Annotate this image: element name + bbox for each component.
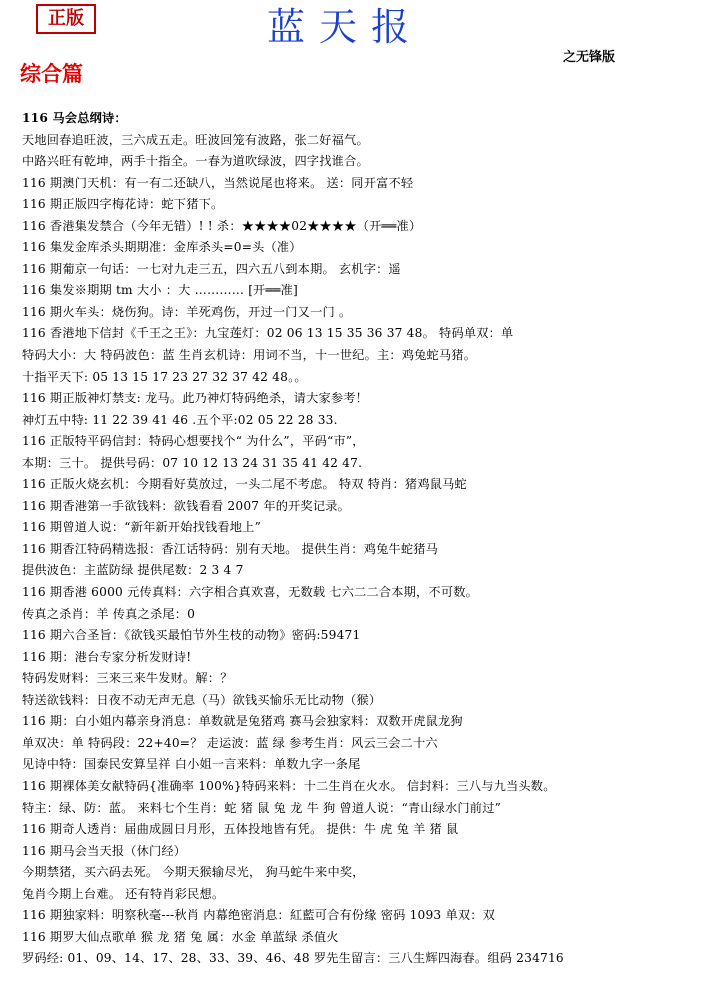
content-line: 特送欲钱料：日夜不动无声无息（马）欲钱买愉乐无比动物（猴）: [22, 692, 382, 707]
content-line: 116 期独家料：明察秋毫---秋肖 内幕绝密消息：紅藍可合有份缘 密码 1093 单双：双: [22, 908, 496, 923]
content-line: 116 期澳门天机：有一有二还缺八，当然说尾也将来。 送：同开富不轻: [22, 175, 414, 190]
content-line: 116 期六合圣旨：《欲钱买最怕节外生枝的动物》密码:59471: [22, 628, 361, 643]
content-line: 116 期曾道人说：“新年新开始找钱看地上”: [22, 520, 261, 535]
content-lines: [22, 108, 717, 970]
authentic-badge: 正版: [36, 4, 96, 34]
content-line: 今期禁猪，买六码去死。 今期天猴输尽光， 狗马蛇牛来中奖，: [22, 865, 365, 880]
content-line: 提供波色：主蓝防绿 提供尾数：2 3 4 7: [22, 563, 244, 578]
content-line: 罗码经: 01、09、14、17、28、33、39、46、48 罗先生留言：三八生辉四海春。组码 234716: [22, 951, 564, 966]
newspaper-title: 蓝天报: [266, 5, 423, 49]
content-line: 116 期正版四字梅花诗：蛇下猪下。: [22, 197, 224, 212]
content-line: 见诗中特：国泰民安算呈祥 白小姐一言来料：单数九字一条尾: [22, 757, 361, 772]
content-line: 116 期马会当天报（休门经）: [22, 843, 187, 858]
content-line: 116 香港集发禁合（今年无错）! ! 杀：★★★★02★★★★（开══准）: [22, 218, 422, 233]
content-line: 特码大小：大 特码波色：蓝 生肖玄机诗：用词不当，十一世纪。主：鸡兔蛇马猪。: [22, 348, 477, 363]
content-line: 116 期奇人透肖：届曲成圆日月形，五体投地皆有凭。 提供：牛 虎 兔 羊 猪 鼠: [22, 822, 459, 837]
content-line: 神灯五中特: 11 22 39 41 46 .五个平:02 05 22 28 33.: [22, 412, 338, 427]
content-line: 特码发财料：三来三来牛发财。解：？: [22, 671, 233, 686]
content-line: 中路兴旺有乾坤，两手十指全。一春为道吹绿波，四字找谁合。: [22, 154, 369, 169]
content-line: 116 期罗大仙点歌单 猴 龙 猪 兔 属：水金 单蓝绿 杀值火: [22, 929, 339, 944]
content-line: 116 期香港 6000 元传真料：六字相合真欢喜，无数载 七六二二合本期，不可数。: [22, 585, 478, 600]
content-line: 116 期火车头：烧伤狗。诗：羊死鸡伤，开过一门又一门 。: [22, 304, 352, 319]
content-line: 传真之杀肖：羊 传真之杀尾：0: [22, 606, 196, 621]
content-line: 116 期正版神灯禁支: 龙马。此乃神灯特码绝杀，请大家参考！: [22, 391, 369, 406]
content-line: 特主：绿、防：蓝。 来料七个生肖：蛇 猪 鼠 兔 龙 牛 狗 曾道人说：“青山绿水门前过”: [22, 800, 502, 815]
content-line: 116 马会总纲诗：: [22, 111, 127, 125]
content-line: 116 期裸体美女献特码{准确率 100%}特码来料：十二生肖在火水。 信封料：三八与九当头数。: [22, 778, 556, 793]
content-line: 116 集发※期期 tm 大小 ：大 ………… [开══准]: [22, 283, 298, 298]
content-line: 116 正版火烧玄机：今期看好莫放过，一头二尾不考虑。 特双 特肖：猪鸡鼠马蛇: [22, 477, 467, 492]
content-line: 兔肖今期上台难。 还有特肖彩民想。: [22, 886, 225, 901]
content-line: 116 期香江特码精选报：香江话特码：别有天地。 提供生肖：鸡兔牛蛇猪马: [22, 541, 439, 556]
edition-label: 之无锋版: [563, 50, 616, 65]
content-line: 116 期：白小姐内幕亲身消息：单数就是兔猪鸡 赛马会独家料：双数开虎鼠龙狗: [22, 714, 463, 729]
content-line: 本期：三十。 提供号码：07 10 12 13 24 31 35 41 42 47.: [22, 455, 363, 470]
content-line: 116 期：港台专家分析发财诗!: [22, 649, 192, 664]
content-line: 116 期香港第一手欲钱料：欲钱看看 2007 年的开奖记录。: [22, 498, 351, 513]
content-line: 116 集发金库杀头期期准：金库杀头=0=头（准）: [22, 240, 302, 255]
content-line: 天地回春追旺波，三六成五走。旺波回笼有波路，张二好福气。: [22, 132, 369, 147]
content-line: 116 正版特平码信封：特码心想要找个“ 为什么”，平码“市”，: [22, 434, 365, 449]
content-line: 单双决：单 特码段：22+40=？ 走运波：蓝 绿 参考生肖：风云三会二十六: [22, 735, 438, 750]
content-line: 116 香港地下信封《千王之王》：九宝莲灯：02 06 13 15 35 36 37 48。 特码单双：单: [22, 326, 514, 341]
section-title: 综合篇: [20, 62, 83, 86]
content-line: 116 期葡京一句话：一七对九走三五，四六五八到本期。 玄机字：遥: [22, 261, 401, 276]
content-line: 十指平天下: 05 13 15 17 23 27 32 37 42 48。。: [22, 369, 307, 384]
